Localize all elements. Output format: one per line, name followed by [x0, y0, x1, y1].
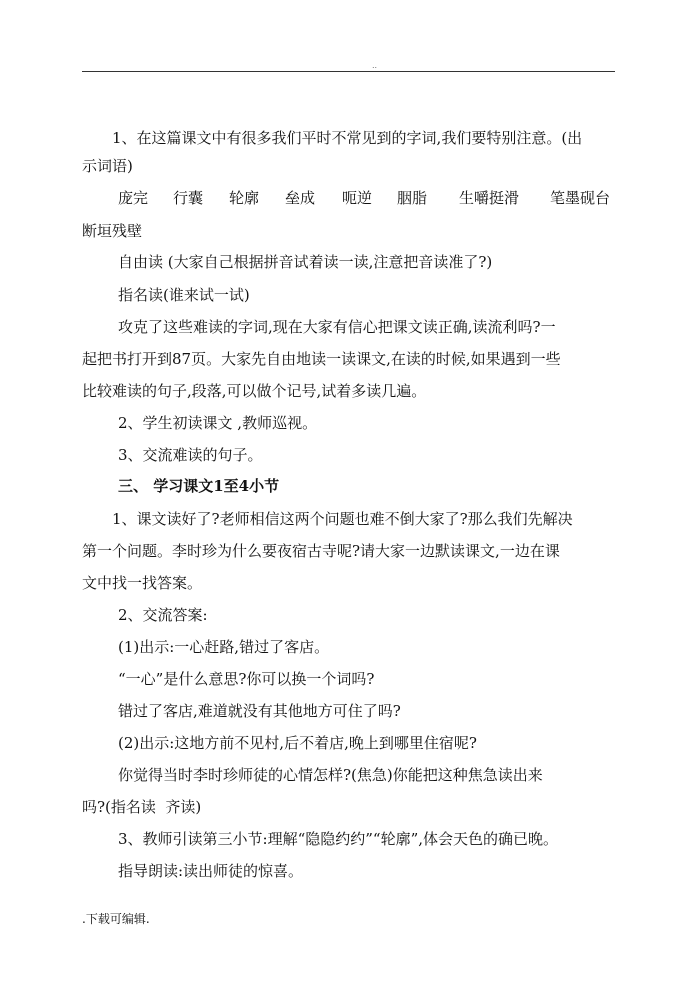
paragraph-line: 文中找一找答案。 — [82, 574, 203, 592]
paragraph-line: 错过了客店,难道就没有其他地方可住了吗? — [118, 702, 401, 720]
section-heading: 三、 学习课文1至4小节 — [118, 477, 280, 495]
footer-note: .下载可编辑. — [82, 912, 150, 926]
paragraph-line: (2)出示:这地方前不见村,后不着店,晚上到哪里住宿呢? — [118, 734, 477, 752]
paragraph-line: 2、交流答案: — [118, 606, 208, 624]
paragraph-line: 3、交流难读的句子。 — [118, 446, 263, 464]
vocab-word: 庞完 — [118, 189, 149, 207]
header-rule — [82, 71, 615, 72]
paragraph-line: 吗?(指名读 齐读) — [82, 798, 202, 816]
paragraph-line: 攻克了这些难读的字词,现在大家有信心把课文读正确,读流利吗?一 — [118, 318, 556, 336]
paragraph-line: (1)出示:一心赶路,错过了客店。 — [118, 638, 330, 656]
header-mark: .. — [372, 61, 378, 70]
vocab-word: 胭脂 — [397, 189, 428, 207]
paragraph-line: 比较难读的句子,段落,可以做个记号,试着多读几遍。 — [82, 382, 427, 400]
paragraph-line: 1、课文读好了?老师相信这两个问题也难不倒大家了?那么我们先解决 — [112, 510, 573, 528]
vocab-word: 生嚼挺滑 — [459, 189, 520, 207]
paragraph-line: 第一个问题。李时珍为什么要夜宿古寺呢?请大家一边默读课文,一边在课 — [82, 542, 560, 560]
paragraph-line: 1、在这篇课文中有很多我们平时不常见到的字词,我们要特别注意。(出 — [112, 129, 583, 147]
vocab-word: 呃逆 — [342, 189, 373, 207]
paragraph-line: 示词语) — [82, 157, 133, 175]
paragraph-line: 指名读(谁来试一试) — [118, 286, 250, 304]
vocab-word: 行囊 — [173, 189, 204, 207]
paragraph-line: “一心”是什么意思?你可以换一个词吗? — [118, 670, 375, 688]
paragraph-line: 起把书打开到87页。大家先自由地读一读课文,在读的时候,如果遇到一些 — [82, 350, 561, 368]
paragraph-line: 3、教师引读第三小节:理解“隐隐约约”“轮廓”,体会天色的确已晚。 — [118, 830, 559, 848]
vocab-word: 笔墨砚台 — [550, 189, 611, 207]
paragraph-line: 断垣残壁 — [82, 222, 143, 240]
paragraph-line: 你觉得当时李时珍师徒的心情怎样?(焦急)你能把这种焦急读出来 — [118, 766, 543, 784]
paragraph-line: 指导朗读:读出师徒的惊喜。 — [118, 862, 304, 880]
paragraph-line: 2、学生初读课文 ,教师巡视。 — [118, 414, 318, 432]
vocab-word: 轮廓 — [229, 189, 260, 207]
paragraph-line: 自由读 (大家自己根据拼音试着读一读,注意把音读准了?) — [118, 253, 493, 271]
vocab-word: 垒成 — [285, 189, 316, 207]
